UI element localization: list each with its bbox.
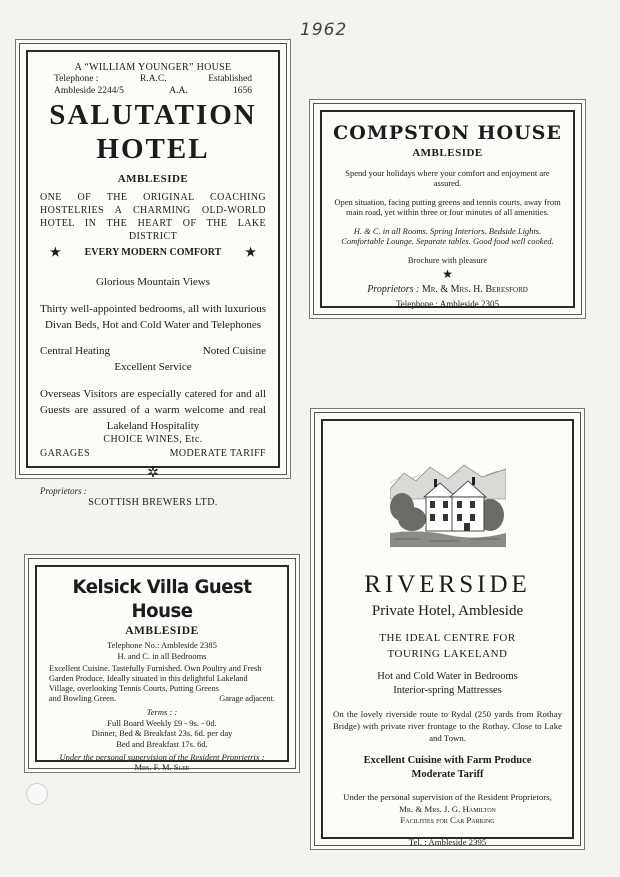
- hotel-title-line-1: SALUTATION: [49, 99, 257, 131]
- star-icon: ★: [50, 245, 61, 259]
- water-text: Hot and Cold Water in Bedrooms: [377, 671, 518, 682]
- situation-text: Open situation, facing putting greens and tennis courts, away from main road, yet within three or four minutes of all amenities.: [334, 197, 561, 217]
- telephone-label: Telephone :: [54, 74, 99, 84]
- hotel-subtitle: Private Hotel, Ambleside: [371, 603, 524, 619]
- service-text: Excellent Service: [114, 361, 192, 373]
- terms-dinner: Dinner, Bed & Breakfast 23s. 6d. per day: [91, 728, 233, 738]
- wines-text: CHOICE WINES, Etc.: [103, 434, 203, 445]
- kelsick-villa-ad: [28, 558, 296, 772]
- ideal-centre-line-1: THE IDEAL CENTRE FOR: [379, 632, 516, 644]
- mattress-text: Interior-spring Mattresses: [393, 685, 502, 696]
- facilities-text: H. & C. in all Rooms. Spring Interiors. Bedside Lights. Comfortable Lounge. Separate tables. Good food well cooked.: [341, 226, 554, 246]
- overseas-text: Overseas Visitors are especially catered for and all Guests are assured of a warm welcome and real Lakeland Hospitality: [40, 388, 266, 432]
- punch-hole: [26, 783, 48, 805]
- established-year: 1656: [232, 86, 252, 96]
- terms-breakfast: Bed and Breakfast 17s. 6d.: [116, 738, 208, 749]
- hotel-title: RIVERSIDE: [364, 571, 531, 598]
- place-name: AMBLESIDE: [117, 173, 189, 185]
- star-icon: ★: [442, 267, 453, 281]
- route-text: On the lovely riverside route to Rydal (250 yards from Rothay Bridge) with private river frontage to the Rothay. Close to Lake and Town.: [333, 709, 562, 743]
- aa-label: A.A.: [169, 86, 188, 96]
- parking-text: Facilities for Car Parking: [400, 815, 495, 825]
- star-icon: ★: [245, 245, 256, 259]
- cuisine-text: Excellent Cuisine with Farm Produce: [363, 755, 532, 766]
- garages-text: GARAGES: [40, 448, 91, 459]
- proprietors-label: Proprietors :: [40, 486, 87, 496]
- tariff-text: Moderate Tariff: [411, 769, 484, 780]
- contact-row-1: [40, 73, 266, 85]
- terms-weekly: Full Board Weekly £9 - 9s. - 0d.: [107, 717, 217, 728]
- telephone-text: Telephone : Ambleside 2305: [395, 299, 500, 309]
- rac-label: R.A.C.: [139, 74, 167, 84]
- brochure-text: Brochure with pleasure: [407, 255, 488, 265]
- riverside-hotel-ad: [314, 412, 581, 846]
- flower-ornament-icon: ✲: [147, 466, 159, 481]
- rooms-text: Thirty well-appointed bedrooms, all with luxurious Divan Beds, Hot and Cold Water and Telephones: [40, 303, 266, 331]
- ad-border: [35, 565, 289, 772]
- place-name: AMBLESIDE: [125, 625, 199, 637]
- tariff-text: MODERATE TARIFF: [169, 448, 266, 459]
- bowling-garage-row: [49, 694, 275, 704]
- proprietors-line: [332, 284, 563, 295]
- hotel-title-line-2: HOTEL: [96, 133, 210, 165]
- compston-house-ad: [313, 103, 582, 315]
- house-title: COMPSTON HOUSE: [333, 122, 562, 144]
- proprietrix-name: Mrs. F. M. Slee: [134, 762, 190, 772]
- supervision-text: Under the personal supervision of the Resident Proprietrix :: [59, 752, 265, 762]
- holiday-text: Spend your holidays where your comfort and enjoyment are assured.: [345, 168, 550, 188]
- tagline: A “WILLIAM YOUNGER” HOUSE: [74, 62, 232, 73]
- ad-border: [321, 419, 574, 847]
- bowling-text: and Bowling Green.: [49, 694, 117, 703]
- hotel-description: ONE OF THE ORIGINAL COACHING HOSTELRIES A CHARMING OLD-WORLD HOTEL IN THE HEART OF THE LAKE DISTRICT: [40, 192, 266, 242]
- salutation-hotel-ad: [19, 43, 287, 508]
- handwritten-year: 1962: [300, 20, 348, 40]
- supervision-text: Under the personal supervision of the Resident Proprietors,: [343, 792, 552, 802]
- guest-house-title: Kelsick Villa Guest House: [72, 576, 252, 622]
- contact-row-2: [40, 85, 266, 97]
- proprietors-label: Proprietors :: [367, 284, 420, 295]
- telephone-number: Ambleside 2244/5: [54, 86, 124, 96]
- amenities-row: [40, 345, 266, 357]
- garages-row: [40, 448, 266, 459]
- central-heating: Central Heating: [40, 345, 110, 357]
- modern-comfort-row: [40, 245, 266, 260]
- established-label: Established: [208, 74, 252, 84]
- hotel-illustration: [390, 459, 506, 547]
- ad-border: [26, 50, 280, 508]
- description-text: Excellent Cuisine. Tastefully Furnished. Own Poultry and Fresh Garden Produce. Ideally situated in this delightful Lakeland Village, overlooking Tennis Courts, Putting Greens: [49, 664, 262, 693]
- terms-label: Terms : :: [146, 707, 178, 717]
- telephone-text: Telephone No.: Ambleside 2385: [107, 640, 217, 650]
- ad-border: [320, 110, 575, 308]
- telephone-text: Tel. : Ambleside 2395: [408, 836, 487, 847]
- noted-cuisine: Noted Cuisine: [202, 345, 266, 357]
- garage-text: Garage adjacent.: [219, 694, 275, 703]
- hot-cold-text: H. and C. in all Bedrooms: [117, 650, 207, 661]
- place-name: AMBLESIDE: [412, 147, 483, 159]
- modern-comfort: EVERY MODERN COMFORT: [84, 247, 222, 258]
- proprietors-name: Mr. & Mrs. H. Beresford: [421, 284, 528, 295]
- views-text: Glorious Mountain Views: [95, 276, 211, 288]
- proprietors-name: Mr. & Mrs. J. G. Hamilton: [399, 803, 496, 814]
- proprietors-name: SCOTTISH BREWERS LTD.: [88, 497, 218, 508]
- ideal-centre-line-2: TOURING LAKELAND: [387, 648, 508, 660]
